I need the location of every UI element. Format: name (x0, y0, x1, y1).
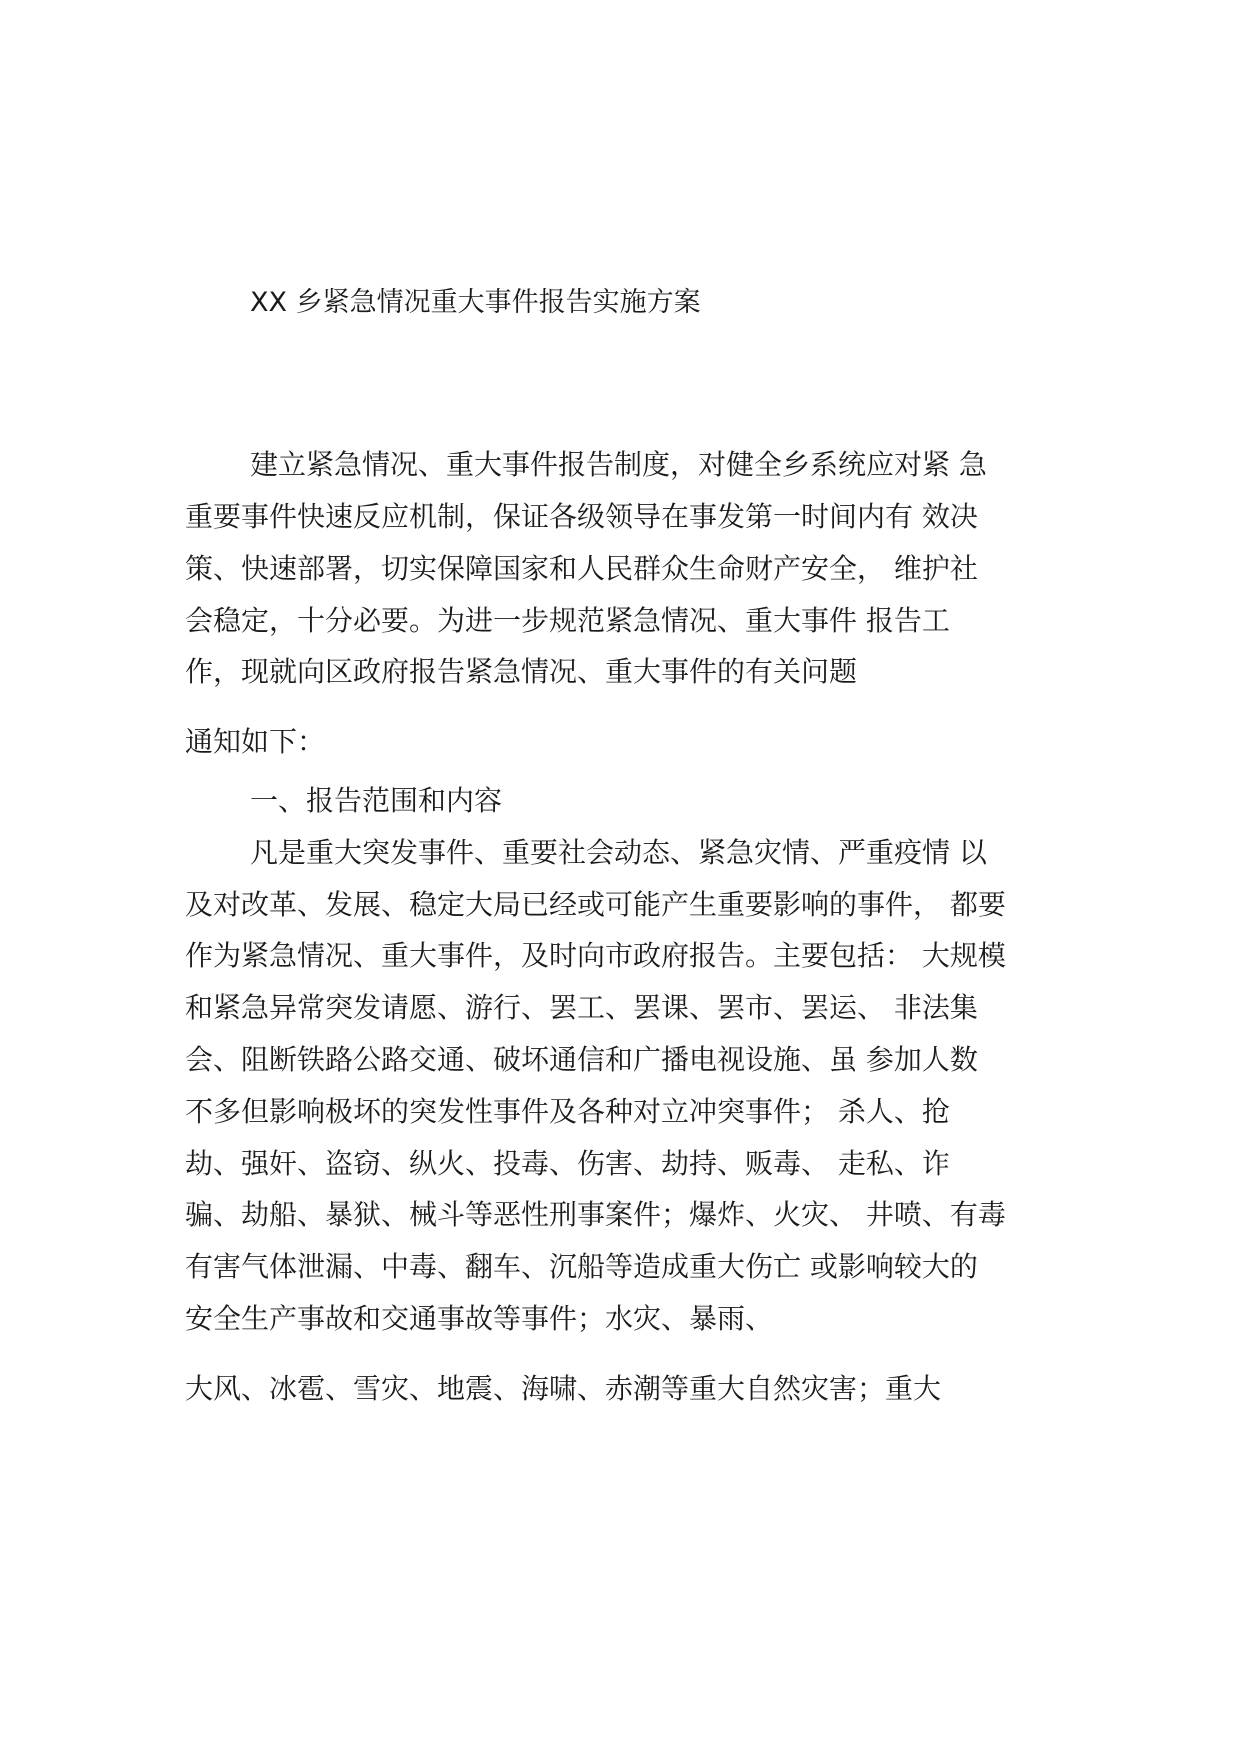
paragraph-2-line: 和紧急异常突发请愿、游行、罢工、罢课、罢市、罢运、 非法集 (185, 991, 978, 1024)
paragraph-2-line: 不多但影响极坏的突发性事件及各种对立冲突事件； 杀人、抢 (185, 1095, 950, 1128)
paragraph-2-line: 安全生产事故和交通事故等事件；水灾、暴雨、 (185, 1302, 774, 1335)
paragraph-2-line: 劫、强奸、盗窃、纵火、投毒、伤害、劫持、贩毒、 走私、诈 (185, 1147, 950, 1180)
paragraph-1-line: 建立紧急情况、重大事件报告制度，对健全乡系统应对紧 急 (250, 448, 987, 481)
paragraph-2-line: 作为紧急情况、重大事件，及时向市政府报告。主要包括： 大规模 (185, 939, 1006, 972)
paragraph-2-line: 凡是重大突发事件、重要社会动态、紧急灾情、严重疫情 以 (250, 836, 987, 869)
paragraph-1-line: 会稳定，十分必要。为进一步规范紧急情况、重大事件 报告工 (185, 604, 950, 637)
paragraph-1-line: 策、快速部署，切实保障国家和人民群众生命财产安全， 维护社 (185, 552, 978, 585)
section-heading: 一、报告范围和内容 (250, 784, 503, 817)
paragraph-2-line: 有害气体泄漏、中毒、翻车、沉船等造成重大伤亡 或影响较大的 (185, 1250, 978, 1283)
paragraph-1-line: 重要事件快速反应机制，保证各级领导在事发第一时间内有 效决 (185, 500, 978, 533)
paragraph-2-line: 会、阻断铁路公路交通、破坏通信和广播电视设施、虽 参加人数 (185, 1043, 978, 1076)
notice-line: 通知如下： (185, 725, 326, 758)
document-title: XX 乡紧急情况重大事件报告实施方案 (250, 287, 701, 318)
paragraph-1-line: 作，现就向区政府报告紧急情况、重大事件的有关问题 (185, 655, 858, 688)
paragraph-2-line: 及对改革、发展、稳定大局已经或可能产生重要影响的事件， 都要 (185, 888, 1006, 921)
paragraph-2-line: 骗、劫船、暴狱、械斗等恶性刑事案件；爆炸、火灾、 井喷、有毒 (185, 1198, 1006, 1231)
paragraph-3-line: 大风、冰雹、雪灾、地震、海啸、赤潮等重大自然灾害；重大 (185, 1372, 942, 1405)
